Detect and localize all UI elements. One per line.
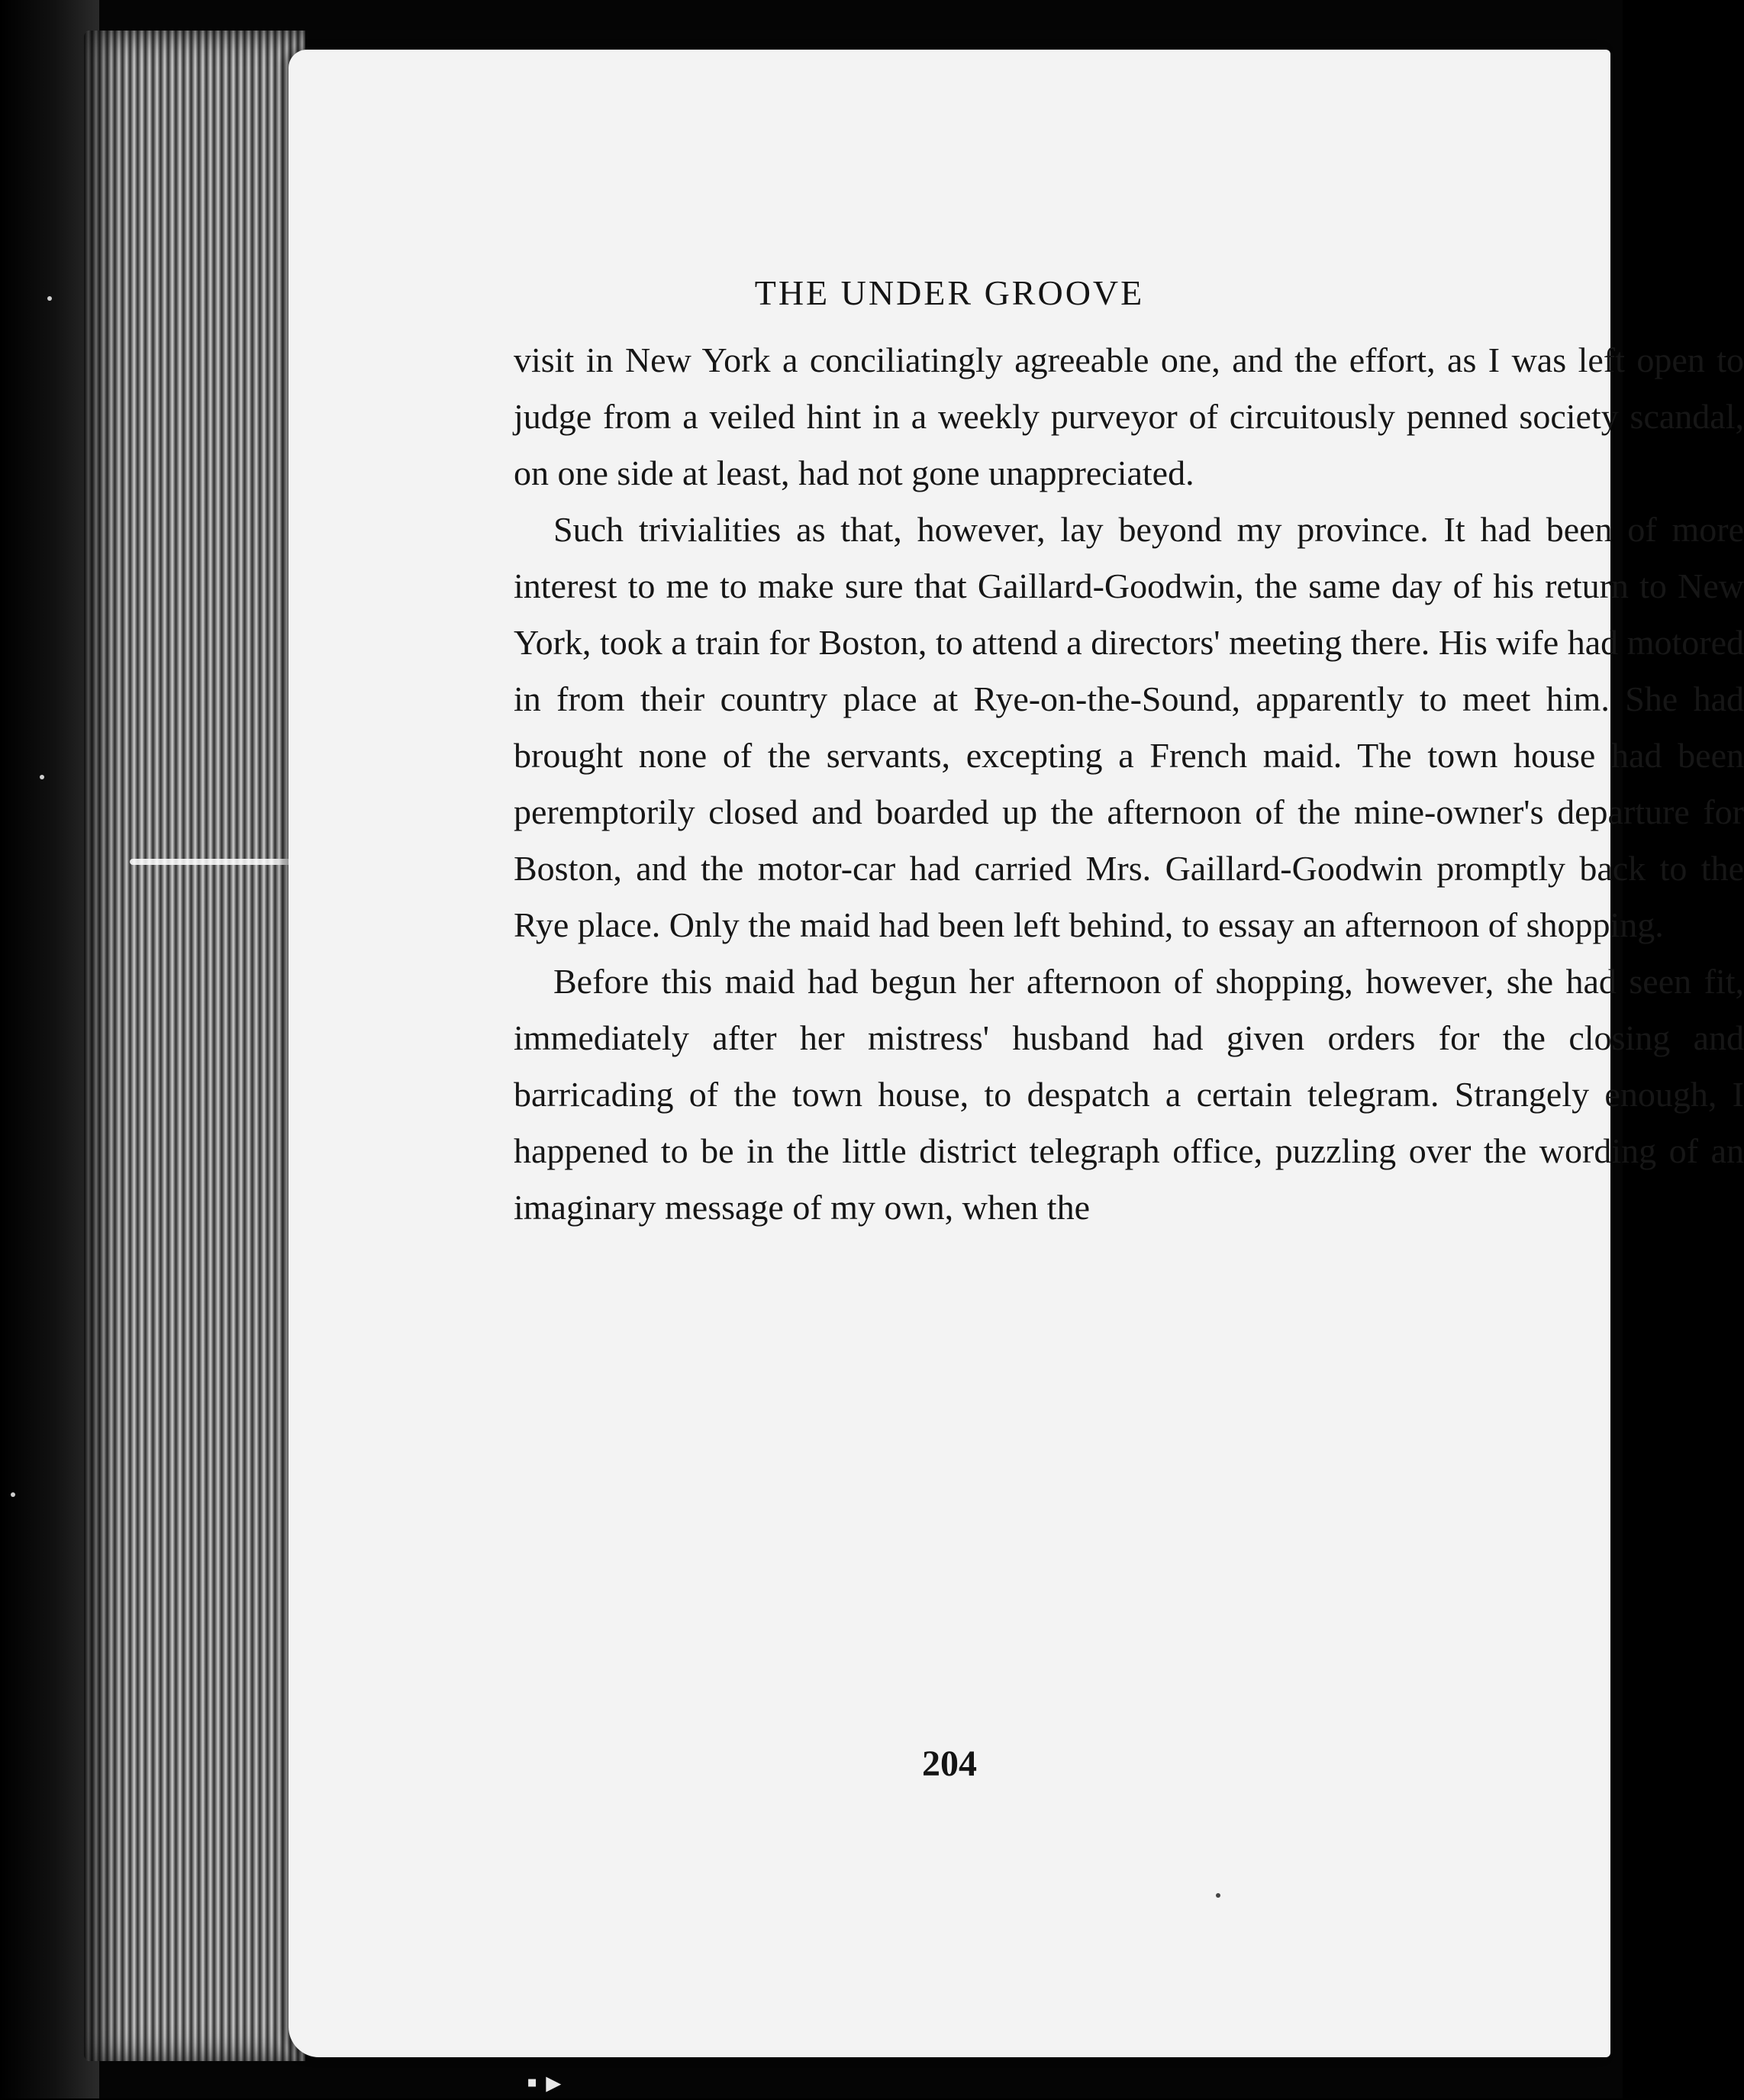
running-head: THE UNDER GROOVE — [754, 273, 1145, 312]
paragraph-3: Before this maid had begun her afternoon of shopping, however, she had seen fit, immediately after her mistress' husband had given orders for the closing and barricading of the town house, to despatch a certain telegram. Strangely enough, I happened to be in the little district telegraph office, puzzling over the wording of an imaginary message of my own, when the — [514, 962, 1744, 1227]
dust-speck — [11, 1492, 15, 1497]
page-number: 204 — [922, 1744, 977, 1784]
paragraph-1: visit in New York a conciliatingly agreeable one, and the effort, as I was left open to judge from a veiled hint in a weekly purveyor of circuitously penned society scandal, on one side at least, had not gone unappreciated. — [514, 340, 1744, 492]
book-page — [289, 50, 1744, 2057]
body-text — [514, 332, 1744, 1236]
dust-speck — [47, 296, 52, 301]
ink-speck — [1216, 1893, 1220, 1898]
paragraph-2: Such trivialities as that, however, lay beyond my province. It had been of more interest to me to make sure that Gaillard-Goodwin, the same day of his return to New York, took a train for Boston, to attend a directors' meeting there. His wife had motored in from their country place at Rye-on-the-Sound, apparently to meet him. She had brought none of the servants, excepting a French maid. The town house had been peremptorily closed and boarded up the afternoon of the mine-owner's departure for Boston, and the motor-car had carried Mrs. Gaillard-Goodwin promptly back to the Rye place. Only the maid had been left behind, to essay an afternoon of shopping. — [514, 510, 1744, 944]
film-frame-mark: ▪ ▸ — [527, 2066, 562, 2099]
page-edges — [84, 31, 305, 2061]
dust-speck — [40, 775, 44, 779]
